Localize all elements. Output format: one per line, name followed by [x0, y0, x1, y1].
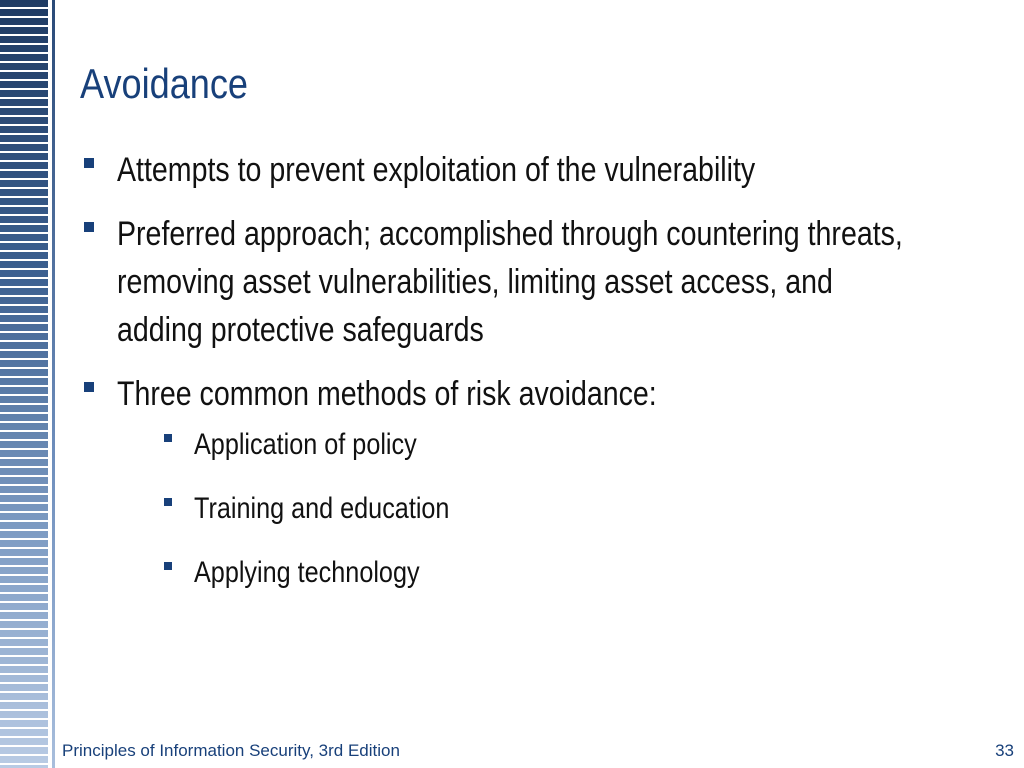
bullet-item [84, 210, 914, 354]
decorative-side-stripes [0, 0, 48, 768]
bullet-item [84, 146, 914, 194]
bullet-text: Preferred approach; accomplished through countering threats, removing asset vulnerabilities, limiting asset access, and adding protective safeguards [117, 215, 903, 349]
square-bullet-icon [164, 562, 172, 570]
square-bullet-icon [164, 498, 172, 506]
sub-bullet-item [164, 422, 914, 468]
sub-bullet-list [117, 422, 914, 596]
sub-bullet-item [164, 550, 914, 596]
footer-text: Principles of Information Security, 3rd Edition [62, 741, 400, 760]
sub-bullet-item [164, 486, 914, 532]
bullet-item [84, 370, 914, 596]
page-number: 33 [995, 741, 1014, 760]
square-bullet-icon [84, 222, 94, 232]
bullet-text: Attempts to prevent exploitation of the vulnerability [117, 151, 756, 189]
square-bullet-icon [164, 434, 172, 442]
square-bullet-icon [84, 158, 94, 168]
sub-bullet-text: Applying technology [194, 556, 420, 589]
decorative-side-line [52, 0, 55, 768]
square-bullet-icon [84, 382, 94, 392]
slide-title: Avoidance [80, 60, 249, 107]
slide-body [84, 146, 914, 614]
sub-bullet-text: Application of policy [194, 428, 417, 461]
sub-bullet-text: Training and education [194, 492, 450, 525]
bullet-text: Three common methods of risk avoidance: [117, 375, 657, 413]
